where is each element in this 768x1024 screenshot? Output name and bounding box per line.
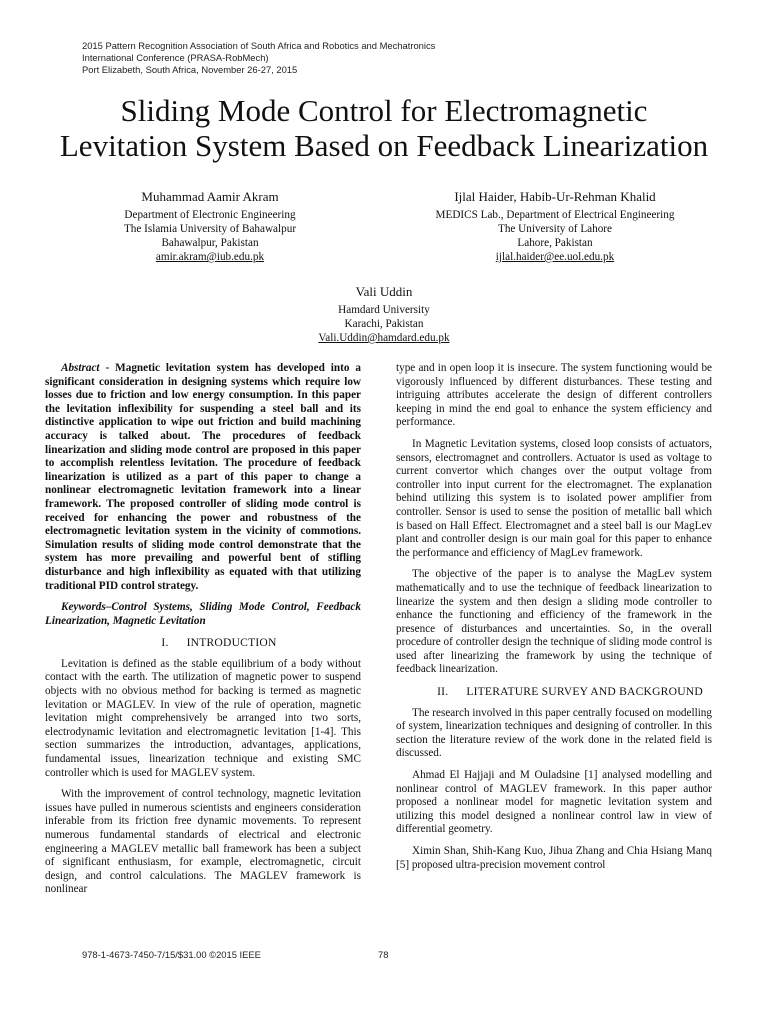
right-column	[396, 362, 712, 880]
paper-title	[40, 93, 728, 163]
conference-line-3: Port Elizabeth, South Africa, November 26-27, 2015	[82, 64, 298, 75]
abstract-text: - Magnetic levitation system has developed into a significant consideration in designing systems which require low losses due to friction and low energy consumption. In this paper the levitation inflexibility for suspending a steel ball and its distinctive application to wipe out friction and build machining accuracy is talked about. The procedures of feedback linearization and sliding mode control are proposed in this paper to accomplish relentless levitation. The procedure of feedback linearization is utilized as a part of this paper to change a nonlinear electromagnetic levitation framework into a linear framework. The proposed controller of sliding mode control is received for enhancing the power and robustness of the electromagnetic levitation system in the vicinity of commotions. Simulation results of sliding mode control demonstrate that the system has more prevailing and powerful bent of stifling disturbance and high inflexibility as equated with that utilizing traditional PID control strategy.	[45, 362, 361, 592]
author-department: Department of Electronic Engineering	[124, 209, 296, 221]
footer-isbn: 978-1-4673-7450-7/15/$31.00 ©2015 IEEE	[82, 949, 261, 960]
paragraph: With the improvement of control technology, magnetic levitation issues have pulled in numerous scientists and engineers consideration inferable from its friction free dynamic movements. To represent numerous fundamental standards of electrical and electronic engineering a MAGLEV metallic ball framework has been a subject of significant enthusiasm, for example, electromagnetic, circuit design, and control calculations. The MAGLEV framework is nonlinear	[45, 788, 361, 896]
paragraph: The objective of the paper is to analyse the MagLev system mathematically and to use the technique of feedback linearization to linearize the system and then design a sliding mode controller to enhance the functioning and efficiency of the framework in the presence of disturbances and uncertainties. So, in the overall procedure of controller design the technique of sliding mode control is used after linearizing the framework by using the technique of feedback linearization.	[396, 568, 712, 676]
author-location: Karachi, Pakistan	[344, 318, 424, 330]
author-block-3	[234, 283, 534, 345]
section-heading-introduction	[45, 636, 361, 650]
paragraph: The research involved in this paper centrally focused on modelling of system, linearization techniques and designing of controller. In this section the literature review of the work done in the related field is discussed.	[396, 706, 712, 760]
author-name: Ijlal Haider, Habib-Ur-Rehman Khalid	[454, 189, 656, 204]
author-name: Muhammad Aamir Akram	[141, 189, 279, 204]
author-location: Bahawalpur, Pakistan	[161, 237, 259, 249]
author-name: Vali Uddin	[355, 284, 413, 299]
paragraph: In Magnetic Levitation systems, closed loop consists of actuators, sensors, electromagnet and controllers. Actuator is used as voltage to current convertor which changes over the output voltage from controller into input current for the electromagnet. The explanation behind utilizing this system is to isolated power amplifier from controller. Sensor is used to sense the position of metallic ball which is based on Hall Effect. Electromagnet and a steel ball is our MagLev plant and controller design is our main goal for this paper to enhance the performance and efficiency of MagLev framework.	[396, 437, 712, 559]
author-email-link[interactable]: amir.akram@iub.edu.pk	[155, 251, 265, 263]
title-line-2: Levitation System Based on Feedback Linearization	[59, 128, 709, 163]
paragraph: Levitation is defined as the stable equilibrium of a body without contact with the earth. The utilization of magnetic power to suspend objects with no obvious method for backing is termed as magnetic levitation or MAGLEV. In view of the rule of operation, magnetic levitation might comprehensively be arranged into two sorts, electrodynamic levitation and electromagnetic levitation [1-4]. This section summarizes the introduction, advantages, applications, fundamental issues, linearization technique and existing SMC controller which is used for MAGLEV system.	[45, 657, 361, 779]
keywords	[45, 601, 361, 628]
conference-line-2: International Conference (PRASA-RobMech)	[82, 52, 269, 63]
author-institution: Hamdard University	[338, 304, 430, 316]
keywords-text: Control Systems, Sliding Mode Control, Feedback Linearization, Magnetic Levitation	[45, 601, 361, 627]
paragraph: Ximin Shan, Shih-Kang Kuo, Jihua Zhang and Chia Hsiang Manq [5] proposed ultra-precision movement control	[396, 845, 712, 871]
conference-header	[82, 40, 702, 76]
author-institution: The University of Lahore	[497, 223, 612, 235]
abstract	[45, 362, 361, 593]
author-location: Lahore, Pakistan	[517, 237, 593, 249]
conference-line-1: 2015 Pattern Recognition Association of South Africa and Robotics and Mechatronics	[82, 40, 436, 51]
abstract-label: Abstract	[61, 362, 100, 374]
left-column	[45, 362, 361, 905]
author-email-link[interactable]: Vali.Uddin@hamdard.edu.pk	[318, 332, 450, 344]
author-block-2	[382, 188, 728, 264]
title-line-1: Sliding Mode Control for Electromagnetic	[120, 93, 648, 128]
section-heading-literature	[396, 685, 712, 699]
author-block-1	[60, 188, 360, 264]
author-email-link[interactable]: ijlal.haider@ee.uol.edu.pk	[495, 251, 615, 263]
keywords-label: Keywords–	[61, 601, 112, 614]
paragraph: Ahmad El Hajjaji and M Ouladsine [1] analysed modelling and nonlinear control of MAGLEV framework. In this paper author proposed a nonlinear model for magnetic levitation system and utilizing this model designed a nonlinear control law in view of differential geometry.	[396, 769, 712, 836]
section-title: LITERATURE SURVEY AND BACKGROUND	[466, 685, 703, 699]
author-institution: The Islamia University of Bahawalpur	[123, 223, 297, 235]
page-number: 78	[378, 949, 389, 960]
section-number: II.	[437, 685, 449, 699]
paragraph: type and in open loop it is insecure. The system functioning would be vigorously influenced by different disturbances. These testing and intriguing attributes accelerate the design of different controllers keeping in mind the end goal to enhance the system efficiency and performance.	[396, 362, 712, 429]
section-number: I.	[161, 636, 169, 650]
author-department: MEDICS Lab., Department of Electrical Engineering	[435, 209, 675, 221]
section-title: INTRODUCTION	[186, 636, 277, 650]
